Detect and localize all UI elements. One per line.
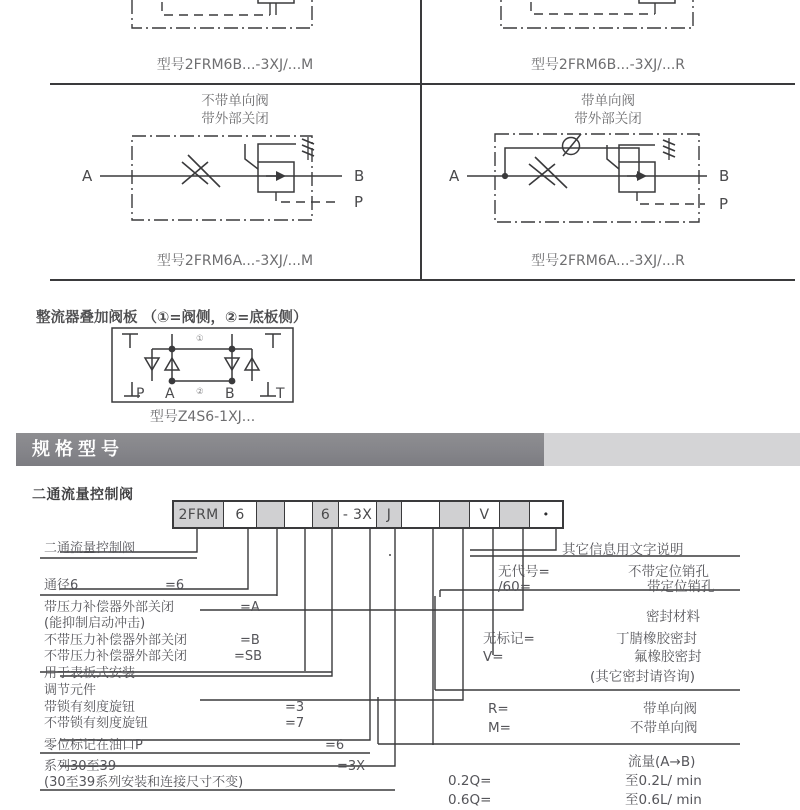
legend-right-3-label: 密封材料 <box>646 609 700 625</box>
legend-right-10-label: 至0.2L/ min <box>625 773 702 789</box>
port-label-b: B <box>354 167 365 185</box>
legend-right-6-label: (其它密封请咨询) <box>590 669 696 685</box>
plate-port-t: T <box>276 386 285 402</box>
section-header-band <box>0 433 800 466</box>
legend-right-4-code: 无标记= <box>483 631 535 647</box>
table-bottom-border <box>50 279 795 281</box>
model-code-box-row <box>172 500 564 529</box>
stack-plate-model: 型号Z4S6-1XJ... <box>149 409 256 425</box>
caption-line-2: 带外部关闭 <box>201 111 269 127</box>
symbol-cell-2frm6b-m <box>50 0 422 83</box>
legend-left-1-label: 通径6 <box>44 578 79 593</box>
model-code-box-3 <box>285 502 313 527</box>
model-code-box-4: 6 <box>313 502 339 527</box>
model-code-box-5: - 3X <box>339 502 377 527</box>
legend-left-5-code: =SB <box>234 649 263 664</box>
legend-left-2-label: 带压力补偿器外部关闭 <box>44 600 175 615</box>
legend-left-11-label: 系列30至39 <box>44 759 117 774</box>
symbol-table-row-2 <box>50 85 795 279</box>
symbol-cell-2frm6b-r <box>422 0 794 83</box>
legend-left-9-code: =7 <box>285 716 305 731</box>
port-label-p: P <box>354 193 364 211</box>
legend-right-11-code: 0.6Q= <box>448 792 492 808</box>
model-code-box-7 <box>402 502 440 527</box>
symbol-2frm6b-m <box>70 0 400 50</box>
caption-line-1: 带单向阀 <box>581 93 635 109</box>
symbol-caption <box>574 92 642 128</box>
legend-right-4-label: 丁腈橡胶密封 <box>616 631 697 647</box>
section-title: 规格型号 <box>32 439 124 460</box>
plate-port-b: B <box>225 386 235 402</box>
symbol-z4s6 <box>110 326 295 404</box>
legend-right-1-code: 无代号= <box>498 564 550 580</box>
legend-left-0-label: 二通流量控制阀 <box>44 541 136 556</box>
legend-left-3-label: (能抑制启动冲击) <box>44 616 146 631</box>
legend-left-5-label: 不带压力补偿器外部关闭 <box>44 649 188 664</box>
symbol-caption <box>201 92 269 128</box>
legend-left-2-code: =A <box>240 600 260 615</box>
legend-right-10-code: 0.2Q= <box>448 773 492 789</box>
band-light-segment <box>544 433 800 466</box>
legend-right-2-label: 带定位销孔 <box>647 579 715 595</box>
legend-left-4-label: 不带压力补偿器外部关闭 <box>44 633 188 648</box>
symbol-table <box>50 0 795 281</box>
stack-plate-title: 整流器叠加阀板 （①=阀侧，②=底板侧） <box>36 310 308 326</box>
legend-right-7-code: R= <box>488 701 509 717</box>
model-code-box-8 <box>440 502 470 527</box>
model-code-box-10 <box>500 502 530 527</box>
model-code-box-1: 6 <box>224 502 257 527</box>
port-label-a: A <box>449 167 460 185</box>
legend-left-10-label: 零位标记在油口P <box>44 738 143 753</box>
legend-left-9-label: 不带锁有刻度旋钮 <box>44 716 149 731</box>
legend-left-8-label: 带锁有刻度旋钮 <box>44 700 136 715</box>
model-code-box-11: • <box>530 502 562 527</box>
legend-right-0-label: 其它信息用文字说明 <box>562 542 684 558</box>
model-code-subtitle: 二通流量控制阀 <box>32 487 134 503</box>
symbol-model-label: 型号2FRM6B...-3XJ/...R <box>530 57 686 73</box>
legend-right-2-code: /60= <box>498 579 532 595</box>
legend-left-6-label: 用于表板式安装 <box>44 666 136 681</box>
symbol-2frm6b-r <box>443 0 773 50</box>
legend-right-8-code: M= <box>488 720 511 736</box>
legend-left-11-code: =3X <box>337 759 366 774</box>
legend-left-7-label: 调节元件 <box>44 683 97 698</box>
plate-port-tp: P <box>136 386 145 402</box>
legend-left-1-code: =6 <box>165 578 185 593</box>
legend-right-8-label: 不带单向阀 <box>630 720 698 736</box>
port-label-b: B <box>719 167 730 185</box>
symbol-model-label: 型号2FRM6A...-3XJ/...R <box>531 253 685 269</box>
legend-right-11-label: 至0.6L/ min <box>625 792 702 808</box>
model-code-box-6: J <box>377 502 402 527</box>
model-code-box-2 <box>257 502 285 527</box>
legend-right-5-label: 氟橡胶密封 <box>634 649 702 665</box>
legend-right-5-code: V= <box>483 649 504 665</box>
legend-left-8-code: =3 <box>285 700 305 715</box>
port-label-a: A <box>82 167 93 185</box>
symbol-cell-2frm6a-m <box>50 85 422 279</box>
legend-right-9-label: 流量(A→B) <box>628 754 696 770</box>
legend-left-4-code: =B <box>240 633 260 648</box>
legend-left-12-label: (30至39系列安装和连接尺寸不变) <box>44 775 244 790</box>
port-label-p: P <box>719 195 729 213</box>
symbol-table-row-1 <box>50 0 795 83</box>
model-code-box-0: 2FRM <box>174 502 224 527</box>
legend-left-10-code: =6 <box>325 738 345 753</box>
plate-label-two: ② <box>196 387 204 397</box>
symbol-model-label: 型号2FRM6A...-3XJ/...M <box>156 253 314 269</box>
symbol-cell-2frm6a-r <box>422 85 794 279</box>
caption-line-2: 带外部关闭 <box>574 111 642 127</box>
symbol-2frm6a-m <box>70 128 400 246</box>
symbol-2frm6a-r <box>443 128 773 246</box>
legend-right-1-label: 不带定位销孔 <box>628 564 709 580</box>
symbol-model-label: 型号2FRM6B...-3XJ/...M <box>156 57 314 73</box>
legend-right-7-label: 带单向阀 <box>643 701 697 717</box>
plate-label-one: ① <box>196 334 204 344</box>
plate-port-a: A <box>165 386 175 402</box>
caption-line-1: 不带单向阀 <box>201 93 269 109</box>
model-code-box-9: V <box>470 502 500 527</box>
